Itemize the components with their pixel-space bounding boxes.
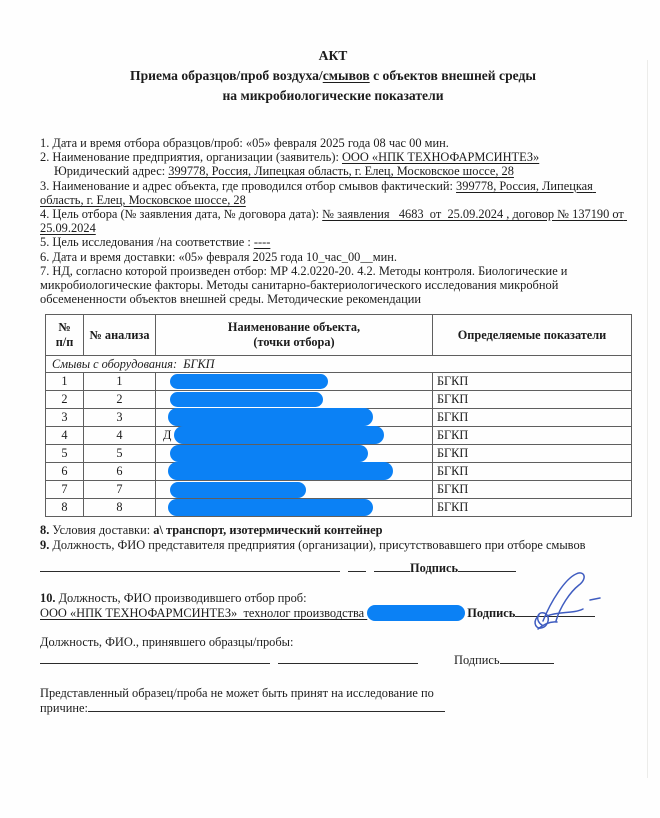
item-2-org-value: ООО «НПК ТЕХНОФАРМСИНТЕЗ» (341, 150, 540, 165)
cell-analysis: 4 (84, 427, 156, 445)
table-section-row (46, 356, 632, 373)
item-4-label: 4. Цель отбора (№ заявления дата, № договора дата): (40, 207, 323, 222)
cell-analysis: 8 (84, 499, 156, 517)
item-6-delivery-datetime: 6. Дата и время доставки: «05» февраля 2025 года 10_час_00__мин. (40, 249, 397, 264)
header-object-line2: (точки отбора) (253, 335, 335, 350)
signature-label: Подпись (467, 606, 516, 621)
redaction-mark (170, 392, 323, 407)
item-7-normative-doc: 7. НД, согласно которой произведен отбор: МР 4.2.0220-20. 4.2. Методы контроля. Биологические и микробиологические факторы. Методы санитарно-бактериологического исследования микробной обсемененности объектов внешней среды. Методические рекомендации (40, 263, 571, 307)
cell-analysis: 1 (84, 373, 156, 391)
header-npp-line1: № (58, 320, 71, 335)
header-npp-line2: п/п (55, 335, 74, 350)
item-3-value: 399778, Россия, Липецкая область, г. Елец, Московское шоссе, 28 (40, 178, 596, 207)
signature-blank-line (40, 560, 340, 572)
cell-npp: 1 (46, 373, 84, 391)
cell-analysis: 2 (84, 391, 156, 409)
header-object-name (156, 315, 433, 356)
cell-npp: 2 (46, 391, 84, 409)
redaction-mark (367, 605, 465, 621)
table-header-row (46, 315, 632, 356)
title-line2-post: с объектов внешней среды (369, 68, 536, 83)
header-indicators: Определяемые показатели (433, 315, 632, 356)
cell-analysis: 5 (84, 445, 156, 463)
cell-indicator: БГКП (433, 373, 632, 391)
handwritten-signature-ink (530, 569, 608, 633)
cell-analysis: 6 (84, 463, 156, 481)
rejection-reason-label: причине: (40, 700, 88, 715)
table-row (46, 373, 632, 391)
cell-analysis: 3 (84, 409, 156, 427)
rejection-line2 (40, 700, 626, 715)
title-line2-pre: Приема образцов/проб воздуха/ (130, 68, 323, 83)
cell-object (156, 373, 433, 391)
cell-npp: 8 (46, 499, 84, 517)
cell-indicator: БГКП (433, 427, 632, 445)
signature-blank-line (500, 652, 554, 664)
item-4-value: № заявления 4683 от 25.09.2024 , договор № 137190 от 25.09.2024 (40, 207, 627, 236)
item-10-signature-line (40, 605, 626, 621)
header-analysis-no: № анализа (84, 315, 156, 356)
cell-indicator: БГКП (433, 409, 632, 427)
cell-npp: 4 (46, 427, 84, 445)
redaction-mark (168, 408, 373, 426)
section-label: Смывы с оборудования: БГКП (46, 356, 632, 373)
item-5-research-purpose (40, 235, 626, 249)
cell-npp: 5 (46, 445, 84, 463)
signature-blank-line (278, 652, 418, 664)
item-2-label: 2. Наименование предприятия, организации (заявитель): (40, 150, 342, 165)
item-2-organization (40, 150, 626, 178)
cell-object (156, 463, 433, 481)
redaction-mark (174, 426, 384, 444)
item-4-purpose (40, 207, 626, 235)
header-npp (46, 315, 84, 356)
table-row (46, 409, 632, 427)
item-10-org-position: ООО «НПК ТЕХНОФАРМСИНТЕЗ» технолог производства (40, 606, 368, 621)
item-10-text: Должность, ФИО производившего отбор проб: (55, 591, 307, 606)
receiver-block (40, 635, 626, 667)
header-object-line1: Наименование объекта, (227, 320, 361, 335)
redaction-mark (168, 462, 393, 480)
doc-title-line2 (40, 66, 626, 86)
cell-indicator: БГКП (433, 499, 632, 517)
redaction-mark (170, 482, 306, 498)
receiver-signature-line (40, 652, 626, 667)
item-8-number: 8. (40, 523, 50, 538)
table-row (46, 391, 632, 409)
item-8-value: а\ транспорт, изотермический контейнер (153, 523, 383, 538)
numbered-items (40, 136, 626, 306)
rejection-line1: Представленный образец/проба не может быть принят на исследование по (40, 685, 434, 700)
table-row (46, 499, 632, 517)
item-1-date-time: 1. Дата и время отбора образцов/проб: «05» февраля 2025 года 08 час 00 мин. (40, 136, 449, 150)
cell-indicator: БГКП (433, 445, 632, 463)
receiver-label: Должность, ФИО., принявшего образцы/пробы: (40, 635, 294, 650)
samples-table (45, 314, 632, 517)
cell-object (156, 481, 433, 499)
item-5-value: ---- (253, 235, 271, 250)
cell-object (156, 391, 433, 409)
item-9-text: Должность, ФИО представителя предприятия (организации), присутствовавшего при отборе смывов (49, 537, 586, 552)
item-10-number: 10. (40, 591, 56, 606)
cell-object (156, 445, 433, 463)
signature-blank-line (458, 560, 516, 572)
visible-letter: Д (163, 428, 172, 443)
cell-indicator: БГКП (433, 481, 632, 499)
scan-edge-artifact (647, 60, 648, 778)
cell-analysis: 7 (84, 481, 156, 499)
table-row (46, 481, 632, 499)
reason-blank-line (88, 700, 445, 712)
doc-title (40, 46, 626, 106)
table-row (46, 427, 632, 445)
rejection-clause (40, 686, 626, 715)
item-3-object-address (40, 179, 626, 207)
cell-indicator: БГКП (433, 463, 632, 481)
signature-label: Подпись (454, 653, 500, 668)
doc-title-line1: АКТ (318, 48, 348, 63)
signature-blank-line (40, 652, 270, 664)
item-2-address-value: 399778, Россия, Липецкая область, г. Елец, Московское шоссе, 28 (168, 164, 514, 179)
item-10-block (40, 591, 626, 621)
item-8-label: Условия доставки: (49, 523, 154, 538)
cell-object (156, 499, 433, 517)
redaction-mark (170, 445, 368, 462)
redaction-mark (168, 499, 373, 516)
lower-section (40, 523, 626, 715)
item-9-number: 9. (40, 537, 50, 552)
signature-blank-line (348, 560, 366, 572)
title-line2-underlined: смывов (322, 68, 370, 83)
item-8-delivery-conditions (40, 523, 626, 537)
doc-title-line3: на микробиологические показатели (222, 88, 444, 103)
cell-indicator: БГКП (433, 391, 632, 409)
item-2-address-label: Юридический адрес: (54, 164, 169, 179)
item-5-label: 5. Цель исследования /на соответствие : (40, 235, 254, 250)
cell-object (156, 409, 433, 427)
cell-object (156, 427, 433, 445)
cell-npp: 6 (46, 463, 84, 481)
signature-label: Подпись (410, 560, 459, 575)
cell-npp: 3 (46, 409, 84, 427)
table-row (46, 445, 632, 463)
cell-npp: 7 (46, 481, 84, 499)
item-3-label: 3. Наименование и адрес объекта, где проводился отбор смывов фактический: (40, 178, 457, 193)
redaction-mark (170, 374, 328, 389)
table-row (46, 463, 632, 481)
signature-blank-line (374, 560, 410, 572)
item-9-representative (40, 538, 626, 552)
